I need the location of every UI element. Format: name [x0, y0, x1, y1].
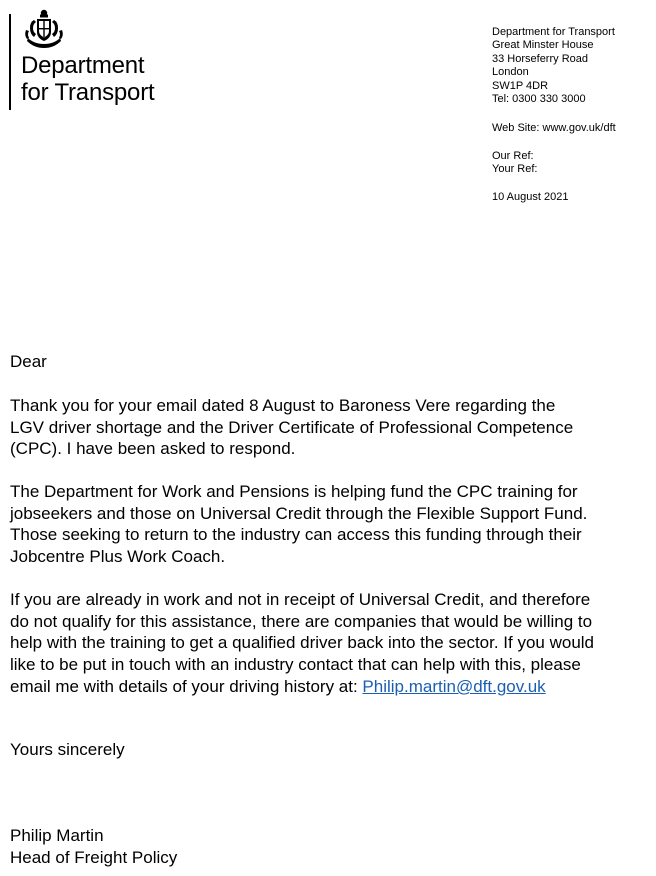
closing: Yours sincerely	[10, 740, 125, 759]
royal-coat-of-arms-icon	[22, 8, 66, 50]
text-line: LGV driver shortage and the Driver Certificate of Professional Competence	[10, 417, 574, 437]
signatory-title: Head of Freight Policy	[10, 847, 178, 867]
email-prefix: email me with details of your driving history at:	[10, 676, 363, 696]
your-ref: Your Ref:	[492, 163, 538, 176]
address-line: London	[492, 66, 529, 79]
dft-logo	[8, 8, 188, 108]
text-line: like to be put in touch with an industry contact that can help with this, please	[10, 655, 581, 675]
website-line: Web Site: www.gov.uk/dft	[492, 122, 616, 134]
address-line: Department for Transport	[492, 26, 615, 38]
signature-block	[10, 825, 654, 868]
salutation	[10, 351, 654, 373]
address-line: Tel: 0300 330 3000	[492, 92, 586, 105]
paragraph-3	[10, 589, 654, 698]
address-line: SW1P 4DR	[492, 79, 549, 92]
paragraph-2	[10, 481, 654, 568]
references	[492, 150, 537, 177]
paragraph-1	[10, 395, 654, 460]
address-line: Great Minster House	[492, 39, 594, 52]
logo-bar	[9, 14, 11, 110]
signatory-name: Philip Martin	[10, 826, 104, 845]
text-line: If you are already in work and not in receipt of Universal Credit, and therefore	[10, 590, 591, 609]
org-name-line1: Department	[21, 52, 145, 79]
text-line: Thank you for your email dated 8 August to Baroness Vere regarding the	[10, 396, 556, 415]
text-line: The Department for Work and Pensions is helping fund the CPC training for	[10, 482, 578, 501]
text-line: jobseekers and those on Universal Credit through the Flexible Support Fund.	[10, 503, 588, 523]
text-line	[10, 676, 654, 698]
org-name-line2: for Transport	[21, 79, 155, 106]
letter-date: 10 August 2021	[492, 191, 569, 203]
email-link[interactable]: Philip.martin@dft.gov.uk	[362, 676, 546, 696]
text-line: Jobcentre Plus Work Coach.	[10, 547, 226, 567]
sender-address	[492, 26, 615, 106]
address-line: 33 Horseferry Road	[492, 52, 588, 65]
text-line: (CPC). I have been asked to respond.	[10, 439, 296, 459]
text-line: Those seeking to return to the industry can access this funding through their	[10, 525, 582, 545]
text-line: do not qualify for this assistance, there are companies that would be willing to	[10, 611, 593, 631]
text-line: help with the training to get a qualified driver back into the sector. If you would	[10, 633, 595, 653]
our-ref: Our Ref:	[492, 150, 534, 162]
salutation-text: Dear	[10, 352, 47, 371]
